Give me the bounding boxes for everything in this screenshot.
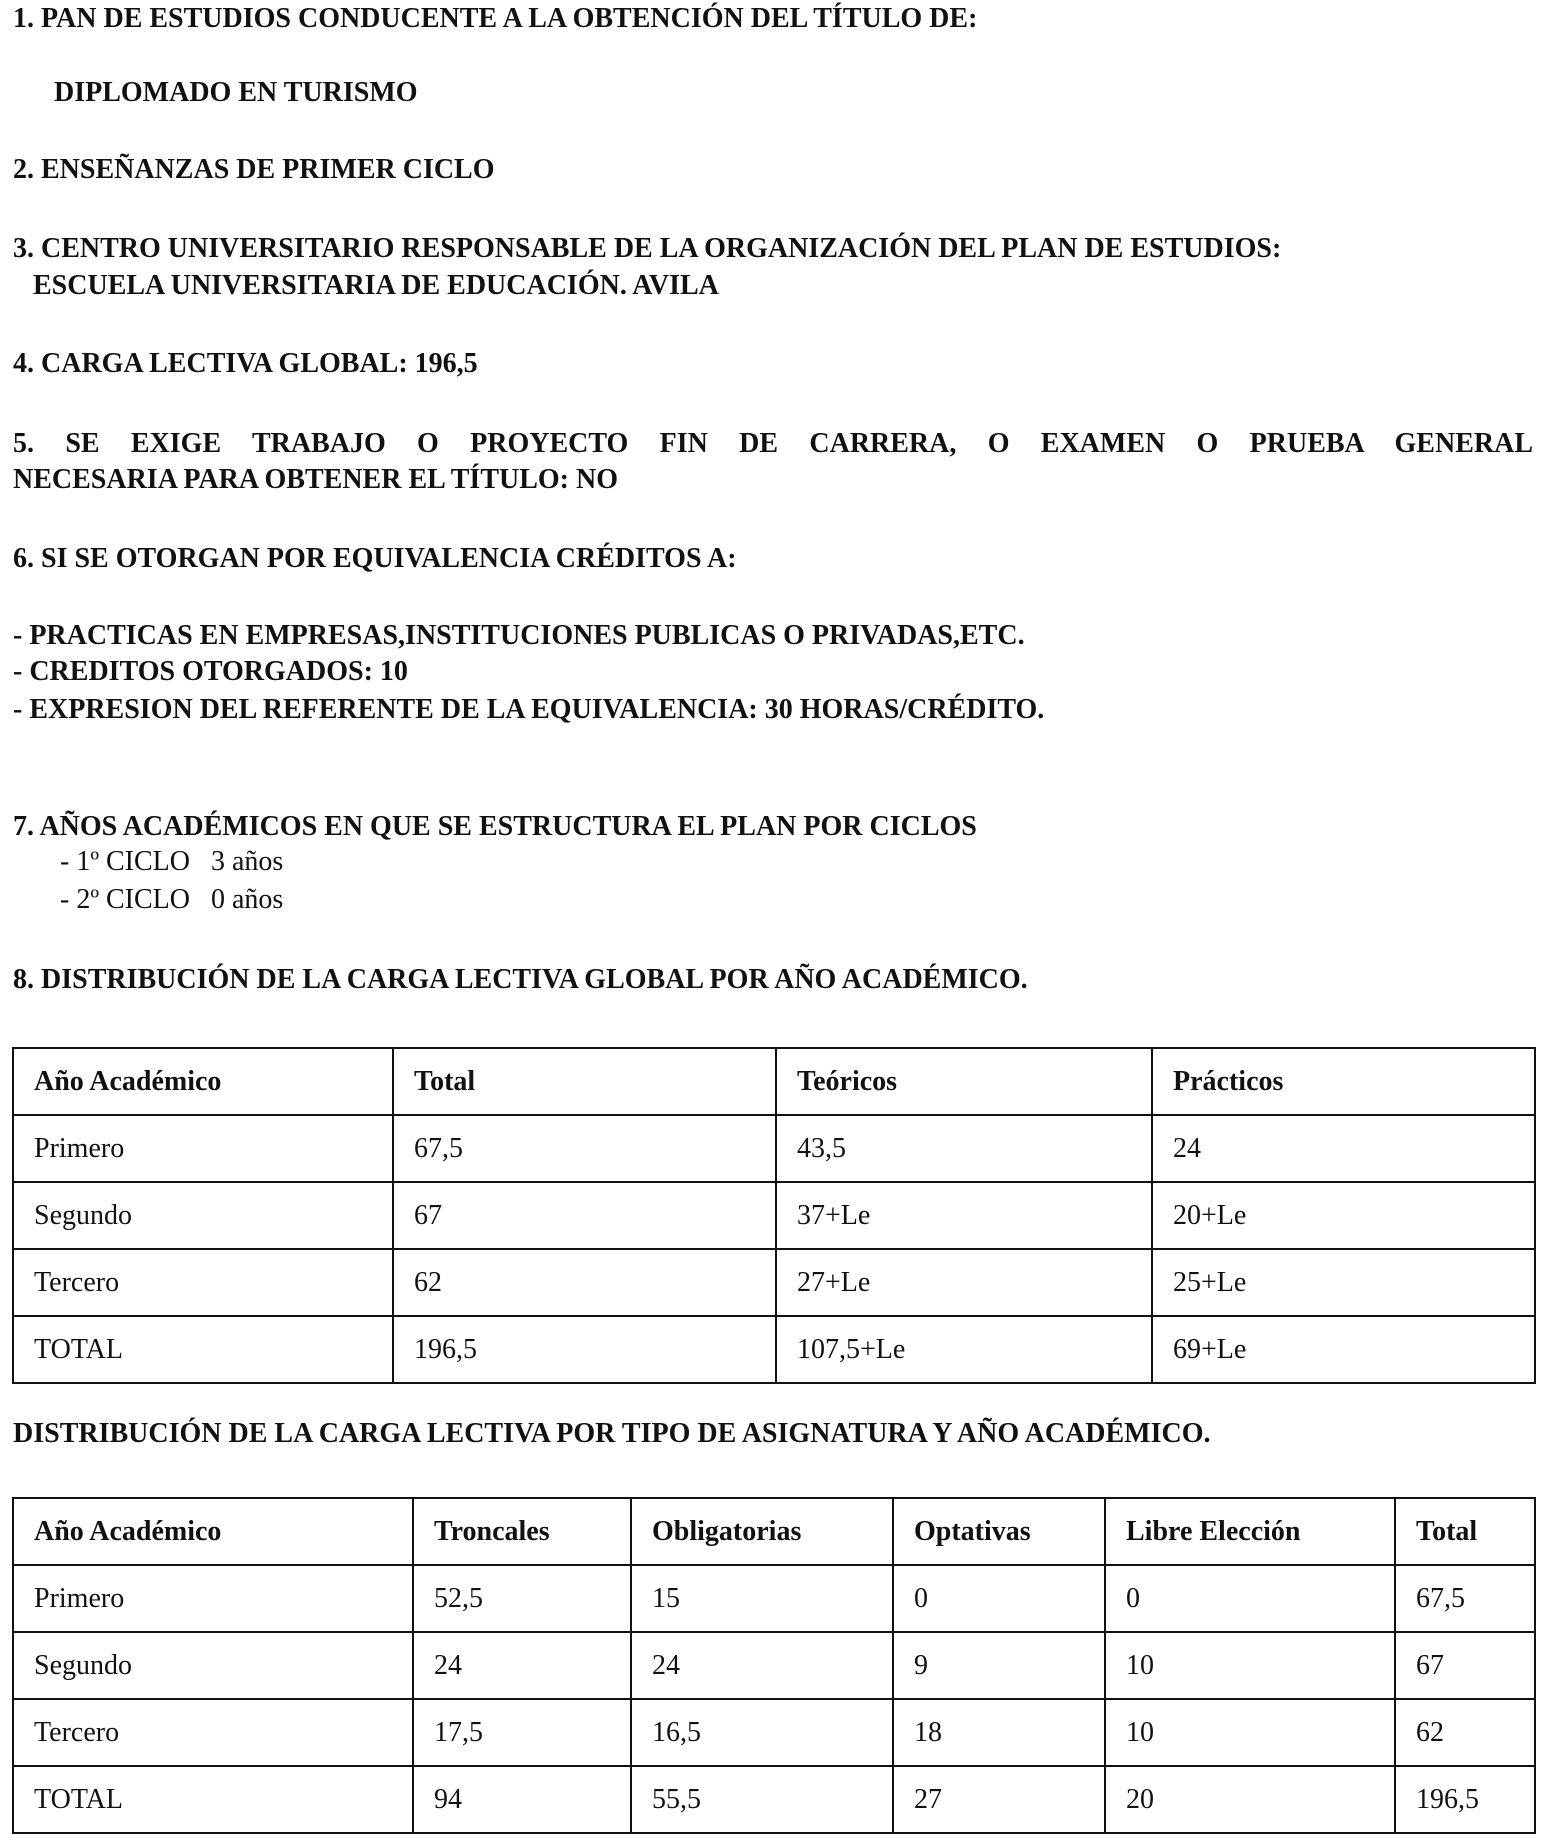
header-cell: Año Académico bbox=[13, 1498, 413, 1565]
section-5-heading: 5. SE EXIGE TRABAJO O PROYECTO FIN DE CARRERA, O EXAMEN O PRUEBA GENERAL bbox=[13, 428, 1533, 459]
section-7-item-first-cycle: - 1º CICLO 3 años bbox=[60, 846, 284, 877]
table-total-row bbox=[13, 1316, 1535, 1383]
table-cell: 0 bbox=[1105, 1565, 1395, 1632]
table-cell: 67 bbox=[393, 1182, 776, 1249]
table-cell: 62 bbox=[393, 1249, 776, 1316]
subject-type-table bbox=[12, 1497, 1536, 1834]
table-cell: 27+Le bbox=[776, 1249, 1152, 1316]
table-cell: 67 bbox=[1395, 1632, 1535, 1699]
table-cell: 18 bbox=[893, 1699, 1105, 1766]
table-row bbox=[13, 1249, 1535, 1316]
table-cell: 107,5+Le bbox=[776, 1316, 1152, 1383]
table-cell: 196,5 bbox=[1395, 1766, 1535, 1833]
header-cell: Teóricos bbox=[776, 1048, 1152, 1115]
table-cell: Segundo bbox=[13, 1182, 393, 1249]
table-cell: 24 bbox=[413, 1632, 631, 1699]
table-cell: 37+Le bbox=[776, 1182, 1152, 1249]
table-header-row bbox=[13, 1498, 1535, 1565]
table-row bbox=[13, 1632, 1535, 1699]
global-load-table bbox=[12, 1047, 1536, 1384]
section-3-heading: 3. CENTRO UNIVERSITARIO RESPONSABLE DE LA ORGANIZACIÓN DEL PLAN DE ESTUDIOS: bbox=[13, 233, 1282, 264]
header-cell: Optativas bbox=[893, 1498, 1105, 1565]
table-cell: 94 bbox=[413, 1766, 631, 1833]
table-cell: 15 bbox=[631, 1565, 893, 1632]
table-cell: TOTAL bbox=[13, 1766, 413, 1833]
table-cell: 52,5 bbox=[413, 1565, 631, 1632]
table-row bbox=[13, 1115, 1535, 1182]
section-6-heading: 6. SI SE OTORGAN POR EQUIVALENCIA CRÉDITOS A: bbox=[13, 543, 737, 574]
section-6-item-equivalencia: - EXPRESION DEL REFERENTE DE LA EQUIVALENCIA: 30 HORAS/CRÉDITO. bbox=[13, 694, 1045, 725]
section-7-heading: 7. AÑOS ACADÉMICOS EN QUE SE ESTRUCTURA EL PLAN POR CICLOS bbox=[13, 811, 977, 842]
section-5-continuation: NECESARIA PARA OBTENER EL TÍTULO: NO bbox=[13, 464, 618, 495]
table-cell: 24 bbox=[1152, 1115, 1535, 1182]
table-total-row bbox=[13, 1766, 1535, 1833]
table-cell: 10 bbox=[1105, 1632, 1395, 1699]
header-cell: Total bbox=[393, 1048, 776, 1115]
header-cell: Total bbox=[1395, 1498, 1535, 1565]
header-cell: Obligatorias bbox=[631, 1498, 893, 1565]
section-8-heading: 8. DISTRIBUCIÓN DE LA CARGA LECTIVA GLOBAL POR AÑO ACADÉMICO. bbox=[13, 964, 1028, 995]
subject-type-heading: DISTRIBUCIÓN DE LA CARGA LECTIVA POR TIPO DE ASIGNATURA Y AÑO ACADÉMICO. bbox=[13, 1418, 1211, 1449]
table-cell: Tercero bbox=[13, 1249, 393, 1316]
table-cell: Primero bbox=[13, 1565, 413, 1632]
section-6-item-creditos: - CREDITOS OTORGADOS: 10 bbox=[13, 656, 408, 687]
table-cell: 16,5 bbox=[631, 1699, 893, 1766]
responsible-centre: ESCUELA UNIVERSITARIA DE EDUCACIÓN. AVILA bbox=[33, 270, 719, 301]
section-4-heading: 4. CARGA LECTIVA GLOBAL: 196,5 bbox=[13, 348, 478, 379]
table-header-row bbox=[13, 1048, 1535, 1115]
table-cell: Segundo bbox=[13, 1632, 413, 1699]
section-1-heading: 1. PAN DE ESTUDIOS CONDUCENTE A LA OBTENCIÓN DEL TÍTULO DE: bbox=[13, 3, 978, 34]
table-row bbox=[13, 1182, 1535, 1249]
section-2-heading: 2. ENSEÑANZAS DE PRIMER CICLO bbox=[13, 154, 495, 185]
table-cell: 69+Le bbox=[1152, 1316, 1535, 1383]
table-cell: 20+Le bbox=[1152, 1182, 1535, 1249]
table-cell: 9 bbox=[893, 1632, 1105, 1699]
header-cell: Libre Elección bbox=[1105, 1498, 1395, 1565]
header-cell: Troncales bbox=[413, 1498, 631, 1565]
table-cell: 17,5 bbox=[413, 1699, 631, 1766]
section-7-item-second-cycle: - 2º CICLO 0 años bbox=[60, 884, 284, 915]
header-cell: Año Académico bbox=[13, 1048, 393, 1115]
section-6-item-practicas: - PRACTICAS EN EMPRESAS,INSTITUCIONES PUBLICAS O PRIVADAS,ETC. bbox=[13, 620, 1025, 651]
degree-title: DIPLOMADO EN TURISMO bbox=[54, 77, 418, 108]
table-cell: 27 bbox=[893, 1766, 1105, 1833]
table-cell: 25+Le bbox=[1152, 1249, 1535, 1316]
table-cell: Primero bbox=[13, 1115, 393, 1182]
table-row bbox=[13, 1699, 1535, 1766]
table-cell: 43,5 bbox=[776, 1115, 1152, 1182]
table-cell: 67,5 bbox=[1395, 1565, 1535, 1632]
table-cell: 24 bbox=[631, 1632, 893, 1699]
table-cell: Tercero bbox=[13, 1699, 413, 1766]
table-row bbox=[13, 1565, 1535, 1632]
table-cell: TOTAL bbox=[13, 1316, 393, 1383]
table-cell: 67,5 bbox=[393, 1115, 776, 1182]
table-cell: 0 bbox=[893, 1565, 1105, 1632]
table-cell: 62 bbox=[1395, 1699, 1535, 1766]
header-cell: Prácticos bbox=[1152, 1048, 1535, 1115]
table-cell: 196,5 bbox=[393, 1316, 776, 1383]
table-cell: 10 bbox=[1105, 1699, 1395, 1766]
table-cell: 55,5 bbox=[631, 1766, 893, 1833]
table-cell: 20 bbox=[1105, 1766, 1395, 1833]
